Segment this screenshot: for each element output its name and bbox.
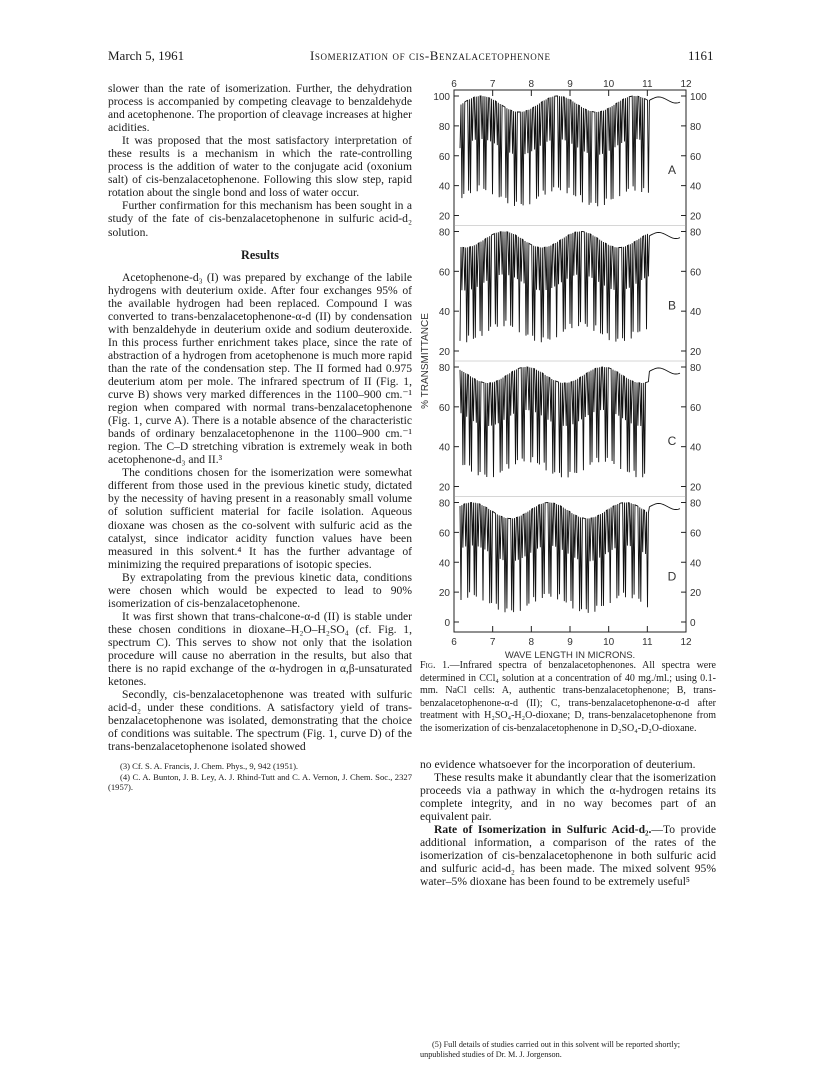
- y-tick-label-right: 60: [690, 528, 702, 540]
- y-tick-label: 80: [438, 498, 450, 510]
- x-tick-label: 6: [451, 637, 457, 648]
- page-number: 1161: [688, 48, 714, 63]
- y-tick-label-right: 40: [690, 558, 702, 570]
- ir-spectra-chart: [414, 76, 720, 666]
- footnotes: [108, 761, 412, 793]
- paragraph: It was proposed that the most satisfactory interpretation of these results is a mechanism in which the rate-controlling process is the addition of water to the conjugate acid (oxonium salt) of cis-benzalacetophenone. Following this slow step, rapid rotation about the single bond and loss of water occur.: [108, 134, 412, 200]
- figure-caption: [420, 660, 716, 736]
- y-tick-label: 40: [438, 307, 450, 319]
- section-heading: Results: [241, 247, 279, 262]
- y-tick-label-right: 40: [690, 442, 702, 454]
- y-tick-label-right: 40: [690, 181, 702, 193]
- y-tick-label: 20: [438, 588, 450, 600]
- y-tick-label: 100: [433, 92, 450, 103]
- y-tick-label: 40: [438, 181, 450, 193]
- curve-label: C: [667, 434, 677, 449]
- paragraph: slower than the rate of isomerization. Further, the dehydration process is accompanied by competing cleavage to benzaldehyde and acetophenone. The proportion of cleavage increases at higher acidities.: [108, 82, 412, 135]
- x-tick-label: 9: [567, 637, 573, 648]
- y-tick-label-right: 20: [690, 588, 702, 600]
- y-tick-label: 20: [438, 347, 450, 358]
- run-in-heading: Rate of Isomerization in Sulfuric Acid-d₂.: [434, 823, 652, 837]
- y-tick-label: 40: [438, 558, 450, 570]
- y-tick-label: 20: [438, 211, 450, 223]
- y-tick-label-right: 40: [690, 307, 702, 319]
- y-tick-label-right: 80: [690, 363, 702, 374]
- y-tick-label: 80: [438, 363, 450, 374]
- figure-1: [414, 76, 720, 666]
- footnote: (5) Full details of studies carried out in this solvent will be reported shortly; unpublished studies of Dr. M. J. Jorgenson.: [420, 1040, 681, 1059]
- y-tick-label: 60: [438, 528, 450, 540]
- y-tick-label-right: 20: [690, 347, 702, 358]
- x-tick-label-top: 11: [642, 79, 653, 90]
- right-column: [420, 758, 716, 888]
- paragraph-text: —To provide additional information, a comparison of the rates of the isomerization of cis-benzalacetophenone in both sulfuric acid and sulfuric acid-d₂ has been made. The mixed solvent 95% water–5% dioxane has been found to be extremely useful⁵: [420, 823, 716, 889]
- header-title: Isomerization of cis-Benzalacetophenone: [310, 48, 551, 63]
- y-tick-label-right: 60: [690, 402, 702, 414]
- y-tick-label-right: 100: [690, 92, 707, 103]
- y-tick-label: 20: [438, 482, 450, 494]
- y-axis-label: % TRANSMITTANCE: [420, 313, 431, 409]
- y-tick-label: 60: [438, 267, 450, 279]
- left-column: [108, 82, 412, 793]
- y-tick-label-right: 80: [690, 121, 702, 133]
- paragraph: These results make it abundantly clear that the isomerization proceeds via a pathway in which the α-hydrogen retains its complete integrity, and in no way becomes part of an equivalent pair.: [420, 771, 716, 824]
- header-date: March 5, 1961: [108, 48, 185, 63]
- x-tick-label-top: 10: [603, 79, 615, 90]
- x-tick-label: 12: [680, 637, 692, 648]
- y-tick-label: 80: [438, 121, 450, 133]
- curve-label: A: [667, 163, 677, 178]
- y-tick-label-right: 20: [690, 482, 702, 494]
- y-tick-label-right: 20: [690, 211, 702, 223]
- x-axis-label: WAVE LENGTH IN MICRONS.: [504, 650, 636, 661]
- y-tick-label-right: 60: [690, 267, 702, 279]
- paragraph: The conditions chosen for the isomerization were somewhat different from those used in the previous kinetic study, dictated by the necessity of having present in a reasonably small volume of solution sufficient material for facile isolation. Aqueous dioxane was chosen as the co-solvent with sulfuric acid as the catalyst, since indicator acidity function values have been measured in this solvent.⁴ It has the further advantage of minimizing the required preparations of isotopic species.: [108, 466, 412, 571]
- y-tick-label-right: 80: [690, 498, 702, 510]
- x-tick-label-top: 6: [451, 79, 457, 90]
- footnote: (4) C. A. Bunton, J. B. Ley, A. J. Rhind-Tutt and C. A. Vernon, J. Chem. Soc., 2327 (1957).: [108, 771, 412, 793]
- x-tick-label-top: 7: [489, 79, 496, 90]
- x-tick-label: 7: [489, 637, 496, 648]
- y-tick-label: 60: [438, 151, 450, 163]
- paragraph: By extrapolating from the previous kinetic data, conditions were chosen which would be expected to lead to 90% isomerization of cis-benzalacetophenone.: [108, 570, 412, 610]
- paragraph: It was first shown that trans-chalcone-α-d (II) is stable under these chosen conditions in dioxane–H₂O–H₂SO₄ (cf. Fig. 1, spectrum C). This serves to show not only that the isolation procedure will cause no aberration in the results, but also that there is no rapid exchange of the α-hydrogen in α,β-unsaturated ketones.: [108, 609, 412, 689]
- x-tick-label-top: 8: [528, 79, 535, 90]
- y-tick-label: 40: [438, 442, 450, 454]
- spectrum-trace-c: [460, 367, 680, 477]
- y-tick-label: 80: [438, 227, 450, 239]
- x-tick-label: 8: [528, 637, 535, 648]
- x-tick-label: 11: [642, 637, 653, 648]
- y-tick-label-right: 60: [690, 151, 702, 163]
- curve-label: D: [667, 569, 677, 584]
- footnote: (3) Cf. S. A. Francis, J. Chem. Phys., 9, 942 (1951).: [120, 761, 299, 772]
- paragraph: Further confirmation for this mechanism has been sought in a study of the fate of cis-benzalacetophenone in sulfuric acid-d₂ solution.: [108, 199, 412, 239]
- spectrum-trace-a: [460, 96, 680, 206]
- paragraph: Secondly, cis-benzalacetophenone was treated with sulfuric acid-d₂ under these conditions. A satisfactory yield of trans-benzalacetophenone was isolated, demonstrating that the choice of conditions was suitable. The spectrum (Fig. 1, curve D) of the trans-benzalacetophenone isolated showed: [108, 688, 412, 754]
- y-tick-label: 60: [438, 402, 450, 414]
- caption-label: Fig. 1.: [420, 660, 450, 671]
- x-tick-label-top: 12: [680, 79, 692, 90]
- spectrum-trace-d: [460, 503, 680, 613]
- y-tick-label: 0: [444, 618, 450, 629]
- paragraph: Acetophenone-d₃ (I) was prepared by exchange of the labile hydrogens with deuterium oxide. After four exchanges 95% of the available hydrogen had been replaced. Compound I was converted to trans-benzalacetophenone-α-d (II) by condensation with benzaldehyde in deuterium oxide and sodium deuteroxide. In this process further enrichment takes place, since the rate of abstraction of a hydrogen from acetophenone is much more rapid than the rate of the condensation step. The II formed had 0.975 deuterium atom per mole. The infrared spectrum of II (Fig. 1, curve B) shows very marked differences in the 1100–900 cm.⁻¹ region when compared with normal trans-benzalacetophenone (Fig. 1, curve A). There is a notable absence of the characteristic bands of ordinary benzalacetophenone in the 1100–900 cm.⁻¹ region. The C–D stretching vibration is extremely weak in both acetophenone-d₃ and II.³: [108, 270, 412, 467]
- y-tick-label-right: 0: [690, 618, 696, 629]
- y-tick-label-right: 80: [690, 227, 702, 239]
- caption-text: —Infrared spectra of benzalacetophenones. All spectra were determined in CCl₄ solution at a concentration of 40 mg./ml.; using 0.1-mm. NaCl cells: A, authentic trans-benzalacetophenone; B, trans-benzalacetophenone-α-d (II); C, trans-benzalacetophenone-α-d after treatment with H₂SO₄-H₂O-dioxane; D, trans-benzalacetophenone from the isomerization of cis-benzalacetophenone in D₂SO₄-D₂O-dioxane.: [420, 660, 716, 734]
- curve-label: B: [667, 298, 677, 313]
- x-tick-label: 10: [603, 637, 615, 648]
- x-tick-label-top: 9: [567, 79, 573, 90]
- paragraph: no evidence whatsoever for the incorporation of deuterium.: [420, 758, 696, 771]
- spectrum-trace-b: [460, 232, 680, 343]
- paragraph: [420, 823, 716, 888]
